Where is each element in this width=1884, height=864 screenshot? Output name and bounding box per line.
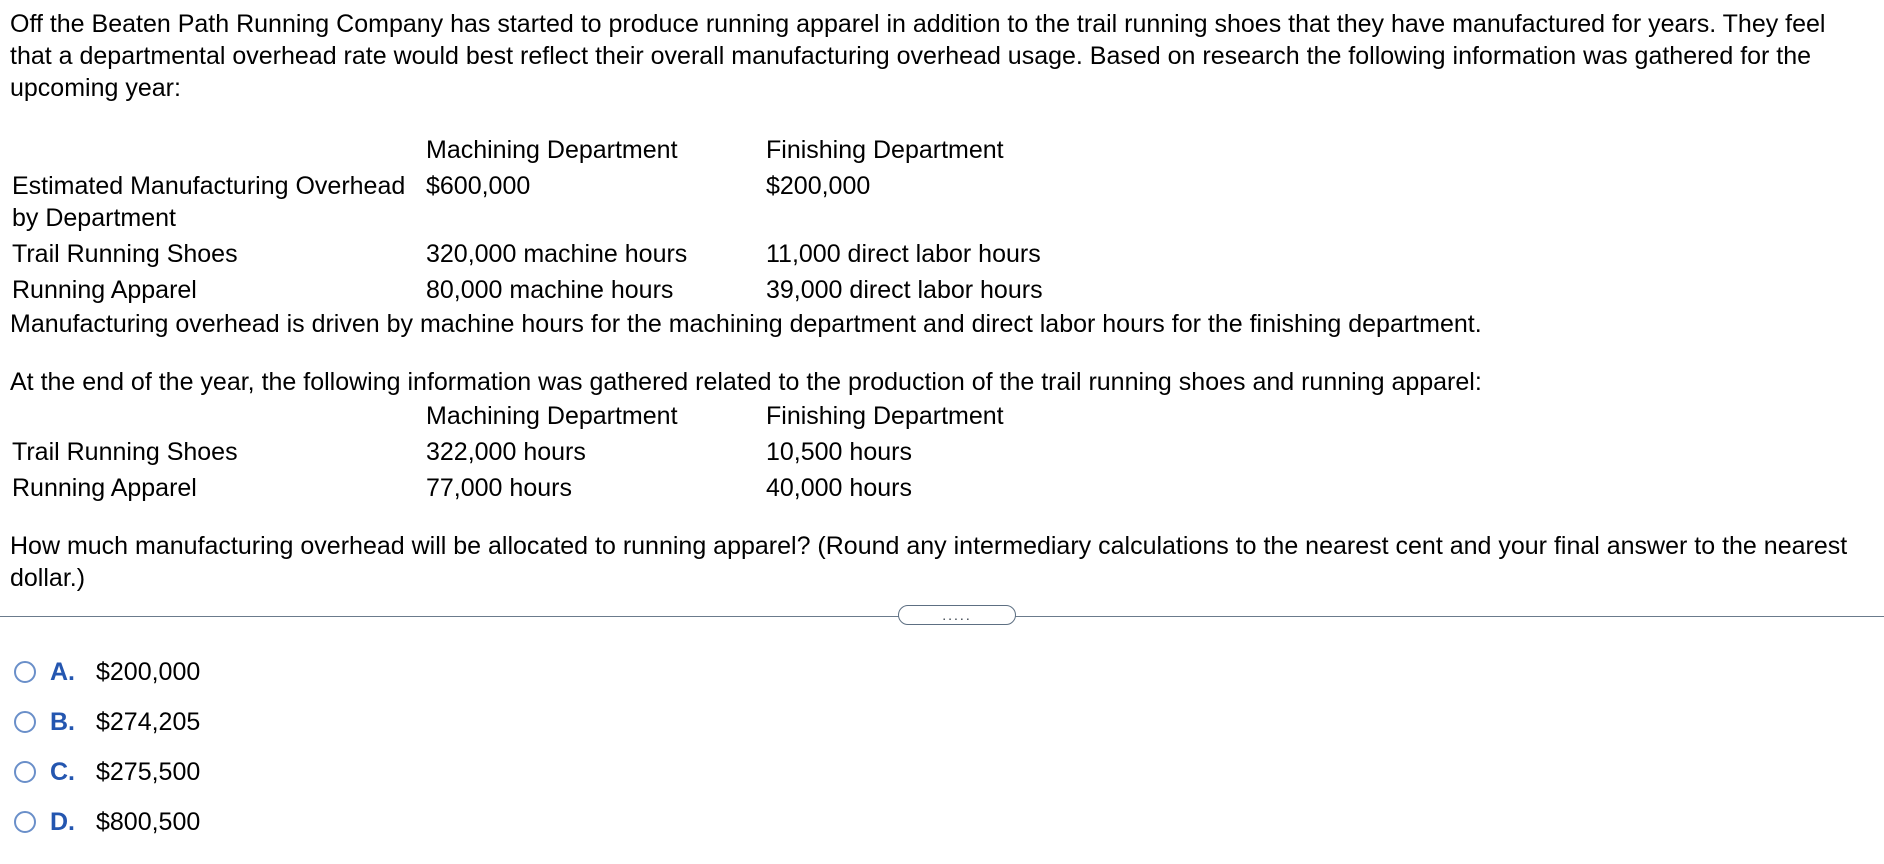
expand-toggle-button[interactable]: ..... — [898, 605, 1016, 625]
option-value: $274,205 — [96, 708, 201, 736]
row-machining: 77,000 hours — [426, 474, 572, 502]
option-b[interactable] — [14, 704, 200, 740]
option-letter: D. — [50, 808, 75, 836]
option-d[interactable] — [14, 804, 200, 840]
row-label: Trail Running Shoes — [12, 438, 238, 466]
radio-button[interactable] — [14, 811, 36, 833]
radio-button[interactable] — [14, 761, 36, 783]
row-machining: 320,000 machine hours — [426, 240, 688, 268]
option-letter: B. — [50, 708, 75, 736]
option-c[interactable] — [14, 754, 200, 790]
row-finishing: 10,500 hours — [766, 438, 912, 466]
overhead-finishing: $200,000 — [766, 172, 871, 200]
radio-button[interactable] — [14, 711, 36, 733]
overhead-driver-note: Manufacturing overhead is driven by machine hours for the machining department and direct labor hours for the finishing department. — [10, 310, 1482, 338]
row-finishing: 40,000 hours — [766, 474, 912, 502]
row-label: Running Apparel — [12, 474, 197, 502]
overhead-machining: $600,000 — [426, 172, 531, 200]
option-value: $275,500 — [96, 758, 201, 786]
option-letter: A. — [50, 658, 75, 686]
row-machining: 80,000 machine hours — [426, 276, 674, 304]
machining-header: Machining Department — [426, 136, 678, 164]
option-letter: C. — [50, 758, 75, 786]
radio-button[interactable] — [14, 661, 36, 683]
question-text: How much manufacturing overhead will be allocated to running apparel? (Round any intermediary calculations to the nearest cent and your final answer to the nearest dollar.) — [10, 532, 1848, 592]
row-finishing: 11,000 direct labor hours — [766, 240, 1041, 268]
problem-intro: Off the Beaten Path Running Company has started to produce running apparel in addition to the trail running shoes that they have manufactured for years. They feel that a departmental overhead rate would best reflect their overall manufacturing overhead usage. Based on research the following information was gathered for the upcoming year: — [10, 10, 1826, 102]
machining-header: Machining Department — [426, 402, 678, 430]
finishing-header: Finishing Department — [766, 136, 1004, 164]
option-a[interactable] — [14, 654, 200, 690]
row-machining: 322,000 hours — [426, 438, 586, 466]
finishing-header: Finishing Department — [766, 402, 1004, 430]
option-value: $800,500 — [96, 808, 201, 836]
row-finishing: 39,000 direct labor hours — [766, 276, 1043, 304]
overhead-label: Estimated Manufacturing Overhead by Department — [12, 172, 406, 232]
option-value: $200,000 — [96, 658, 201, 686]
actuals-intro: At the end of the year, the following information was gathered related to the production of the trail running shoes and running apparel: — [10, 368, 1482, 396]
row-label: Running Apparel — [12, 276, 197, 304]
row-label: Trail Running Shoes — [12, 240, 238, 268]
